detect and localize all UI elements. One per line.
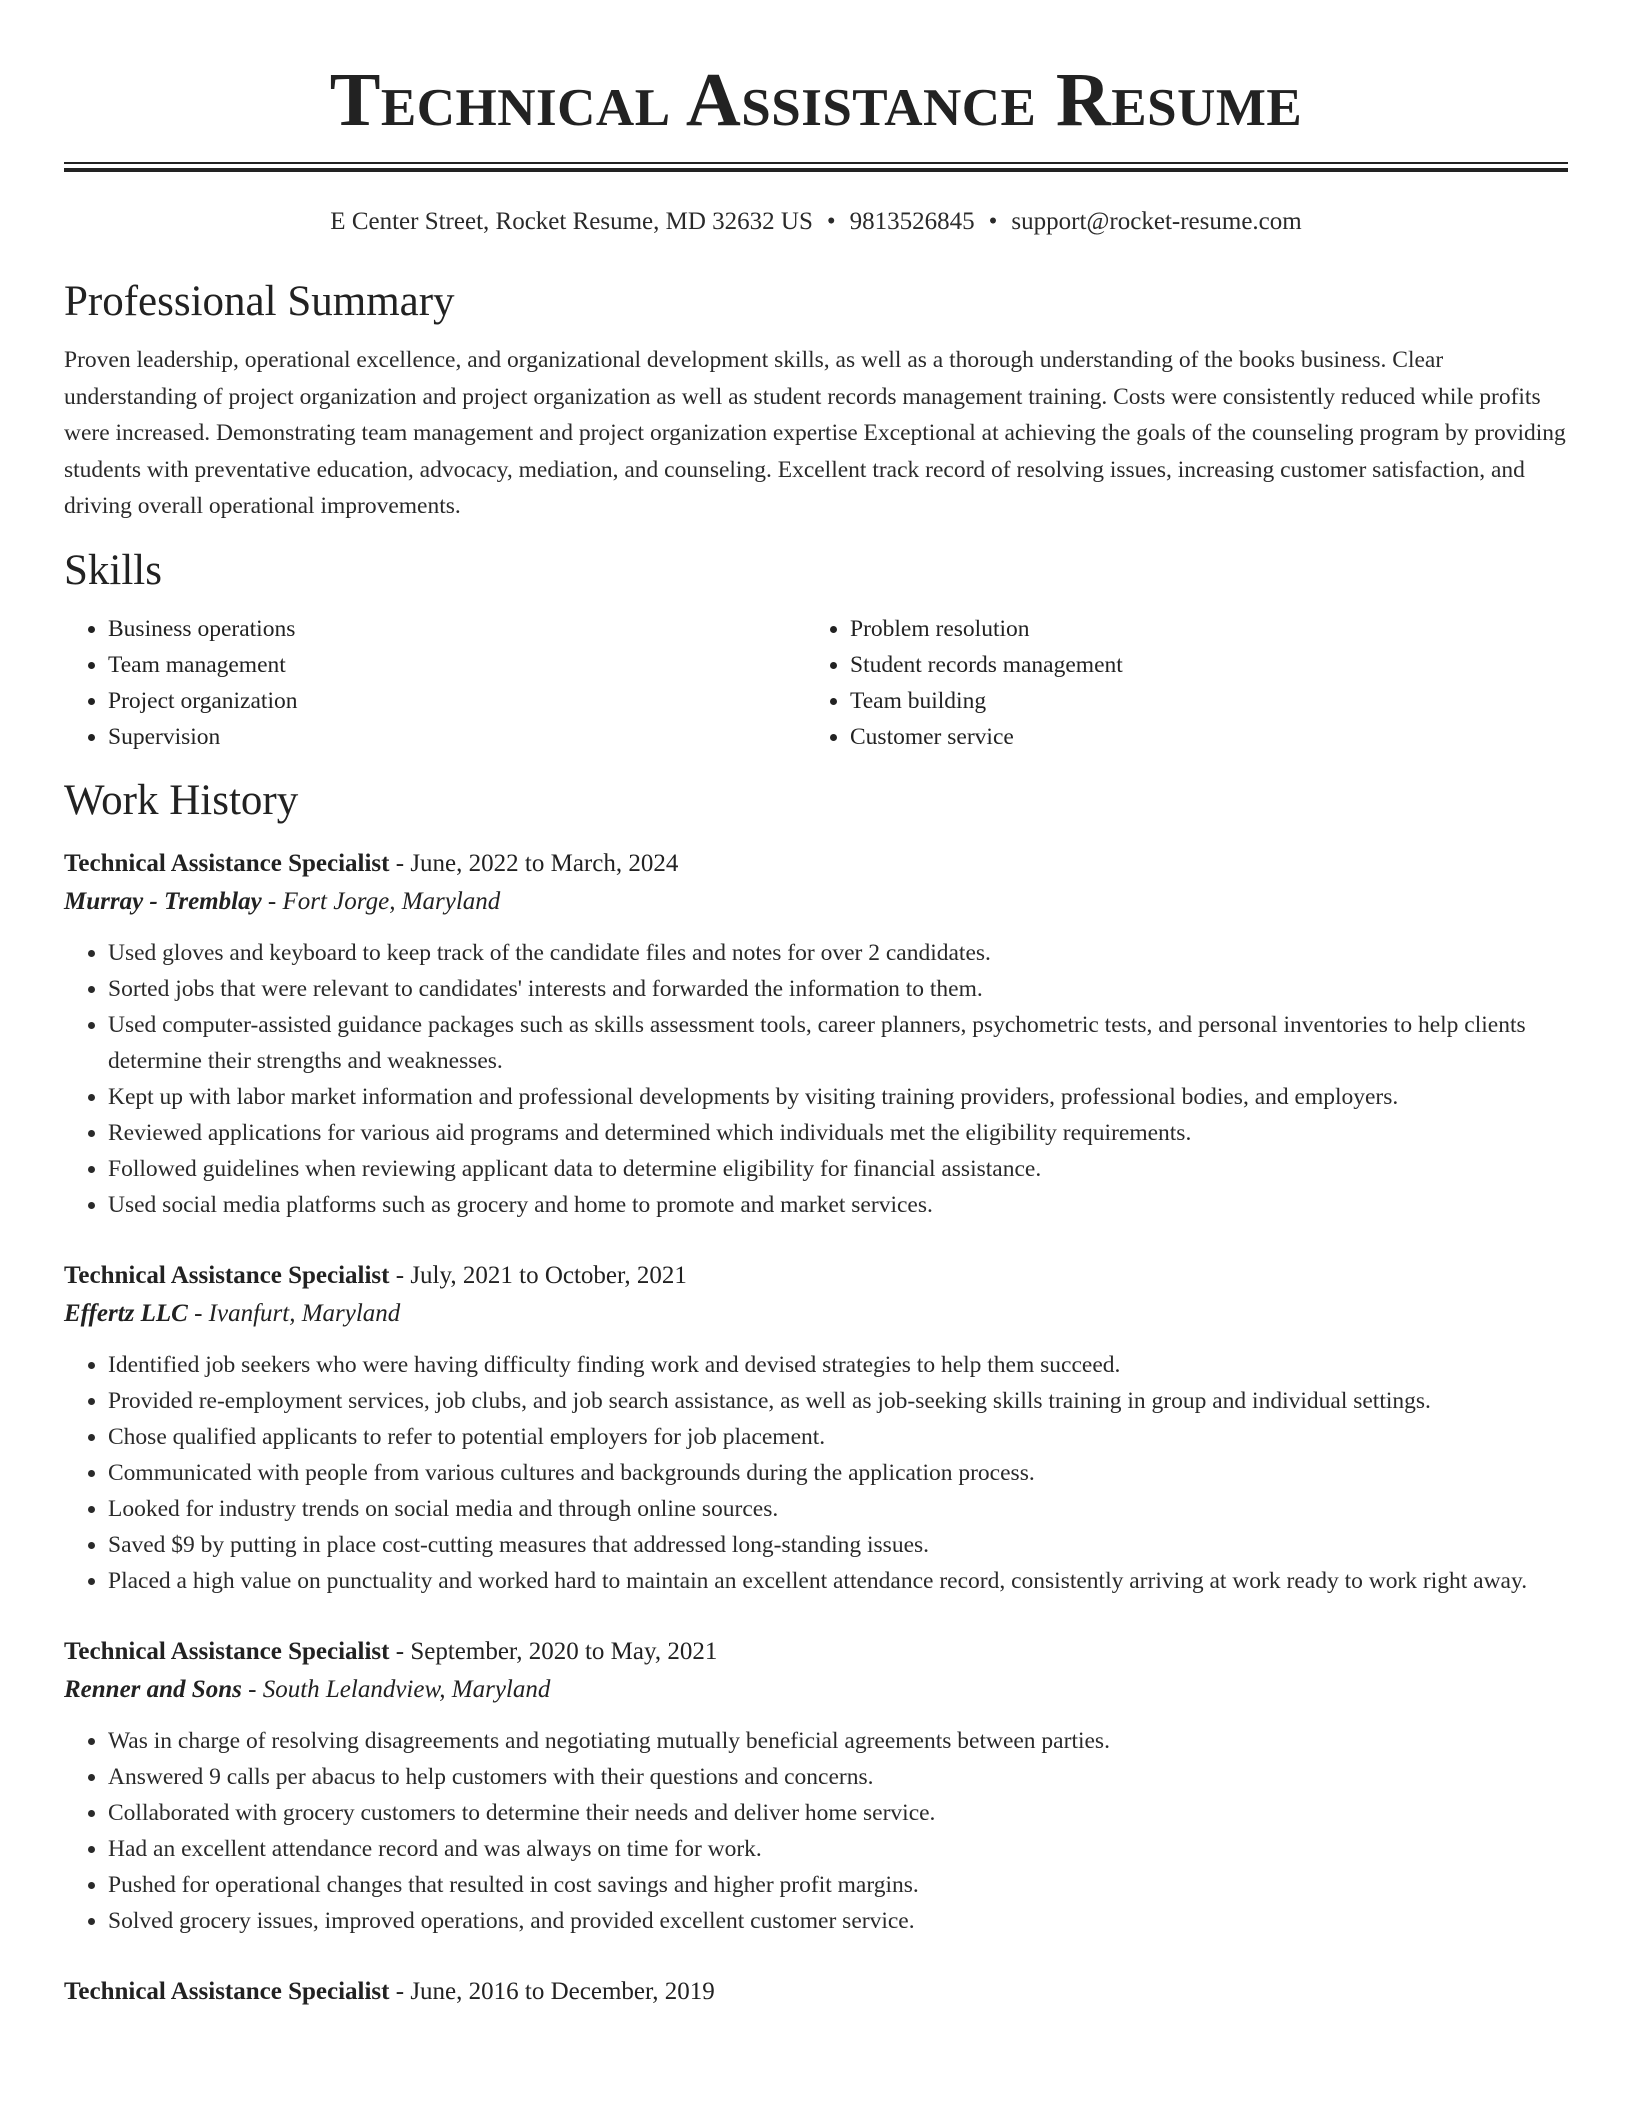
job-entry (64, 1257, 1568, 1599)
job-dates: September, 2020 to May, 2021 (410, 1637, 718, 1665)
job-separator: - (241, 1675, 263, 1703)
job-title-line (64, 1973, 1568, 2011)
job-bullet: • Solved grocery issues, improved operations, and provided excellent customer service. (108, 1903, 1568, 1939)
job-location: South Lelandview, Maryland (262, 1675, 551, 1703)
contact-address: E Center Street, Rocket Resume, MD 32632 US (330, 208, 813, 235)
job-title: Technical Assistance Specialist (64, 1977, 390, 2005)
job-bullet: • Placed a high value on punctuality and worked hard to maintain an excellent attendance record, consistently arriving at work ready to work right away. (108, 1563, 1568, 1599)
job-company-line (64, 1671, 1568, 1709)
job-bullets (64, 1723, 1568, 1939)
job-company-line (64, 1295, 1568, 1333)
skill-item: • Team management (108, 647, 806, 683)
job-bullet: • Used gloves and keyboard to keep track of the candidate files and notes for over 2 candidates. (108, 935, 1568, 971)
job-separator: - (389, 1977, 411, 2005)
job-bullet: • Had an excellent attendance record and was always on time for work. (108, 1831, 1568, 1867)
contact-phone: 9813526845 (849, 208, 975, 235)
job-separator: - (389, 1261, 411, 1289)
job-bullet: • Identified job seekers who were having difficulty finding work and devised strategies to help them succeed. (108, 1347, 1568, 1383)
job-company: Murray - Tremblay (64, 887, 262, 915)
skills-column-left (64, 611, 806, 755)
job-company-line (64, 883, 1568, 921)
skill-item: • Problem resolution (850, 611, 1548, 647)
job-bullet: • Kept up with labor market information and professional developments by visiting training providers, professional bodies, and employers. (108, 1079, 1568, 1115)
skills-column-right (806, 611, 1548, 755)
skill-item: • Student records management (850, 647, 1548, 683)
job-company: Renner and Sons (64, 1675, 242, 1703)
job-separator: - (187, 1299, 209, 1327)
summary-text: Proven leadership, operational excellence, and organizational development skills, as well as a thorough understanding of the books business. Clear understanding of project organization and project organization as well as student records management training. Costs were consistently reduced while profits were increased. Demonstrating team management and project organization expertise Exceptional at achieving the goals of the counseling program by providing students with preventative education, advocacy, mediation, and counseling. Excellent track record of resolving issues, increasing customer satisfaction, and driving overall operational improvements. (64, 347, 1566, 519)
summary-heading: Professional Summary (64, 278, 455, 325)
resume-title: Technical Assistance Resume (329, 58, 1303, 142)
job-separator: - (389, 849, 411, 877)
job-title: Technical Assistance Specialist (64, 849, 390, 877)
job-bullet: • Saved $9 by putting in place cost-cutting measures that addressed long-standing issues. (108, 1527, 1568, 1563)
job-entry (64, 1633, 1568, 1939)
skill-item: • Business operations (108, 611, 806, 647)
job-separator: - (261, 887, 283, 915)
job-separator: - (389, 1637, 411, 1665)
title-divider (64, 162, 1568, 172)
job-bullet: • Collaborated with grocery customers to determine their needs and deliver home service. (108, 1795, 1568, 1831)
job-bullet: • Reviewed applications for various aid programs and determined which individuals met the eligibility requirements. (108, 1115, 1568, 1151)
job-dates: July, 2021 to October, 2021 (410, 1261, 687, 1289)
job-entry (64, 845, 1568, 1223)
job-bullet: • Answered 9 calls per abacus to help customers with their questions and concerns. (108, 1759, 1568, 1795)
skill-item: • Team building (850, 683, 1548, 719)
job-location: Ivanfurt, Maryland (208, 1299, 401, 1327)
job-bullet: • Used social media platforms such as grocery and home to promote and market services. (108, 1187, 1568, 1223)
job-bullets (64, 935, 1568, 1223)
job-title-line (64, 1257, 1568, 1295)
job-dates: June, 2022 to March, 2024 (410, 849, 679, 877)
job-title-line (64, 1633, 1568, 1671)
job-bullet: • Looked for industry trends on social media and through online sources. (108, 1491, 1568, 1527)
job-bullet: • Pushed for operational changes that resulted in cost savings and higher profit margins. (108, 1867, 1568, 1903)
work-history-heading: Work History (64, 776, 299, 824)
contact-email: support@rocket-resume.com (1011, 208, 1302, 235)
skill-item: • Project organization (108, 683, 806, 719)
job-bullet: • Used computer-assisted guidance packages such as skills assessment tools, career planners, psychometric tests, and personal inventories to help clients determine their strengths and weaknesses. (108, 1007, 1568, 1079)
contact-separator: • (826, 208, 836, 235)
job-title: Technical Assistance Specialist (64, 1261, 390, 1289)
job-title: Technical Assistance Specialist (64, 1637, 390, 1665)
skill-item: • Supervision (108, 719, 806, 755)
job-bullets (64, 1347, 1568, 1599)
job-company: Effertz LLC (64, 1299, 188, 1327)
job-bullet: • Was in charge of resolving disagreements and negotiating mutually beneficial agreements between parties. (108, 1723, 1568, 1759)
contact-separator: • (988, 208, 998, 235)
skill-item: • Customer service (850, 719, 1548, 755)
job-title-line (64, 845, 1568, 883)
job-dates: June, 2016 to December, 2019 (410, 1977, 715, 2005)
job-bullet: • Communicated with people from various cultures and backgrounds during the application process. (108, 1455, 1568, 1491)
job-bullet: • Chose qualified applicants to refer to potential employers for job placement. (108, 1419, 1568, 1455)
job-bullet: • Followed guidelines when reviewing applicant data to determine eligibility for financial assistance. (108, 1151, 1568, 1187)
skills-list (64, 611, 1568, 755)
job-bullet: • Provided re-employment services, job clubs, and job search assistance, as well as job-seeking skills training in group and individual settings. (108, 1383, 1568, 1419)
contact-line (64, 206, 1568, 238)
job-bullet: • Sorted jobs that were relevant to candidates' interests and forwarded the information to them. (108, 971, 1568, 1007)
job-entry (64, 1973, 1568, 2011)
job-location: Fort Jorge, Maryland (282, 887, 501, 915)
skills-heading: Skills (64, 546, 162, 594)
